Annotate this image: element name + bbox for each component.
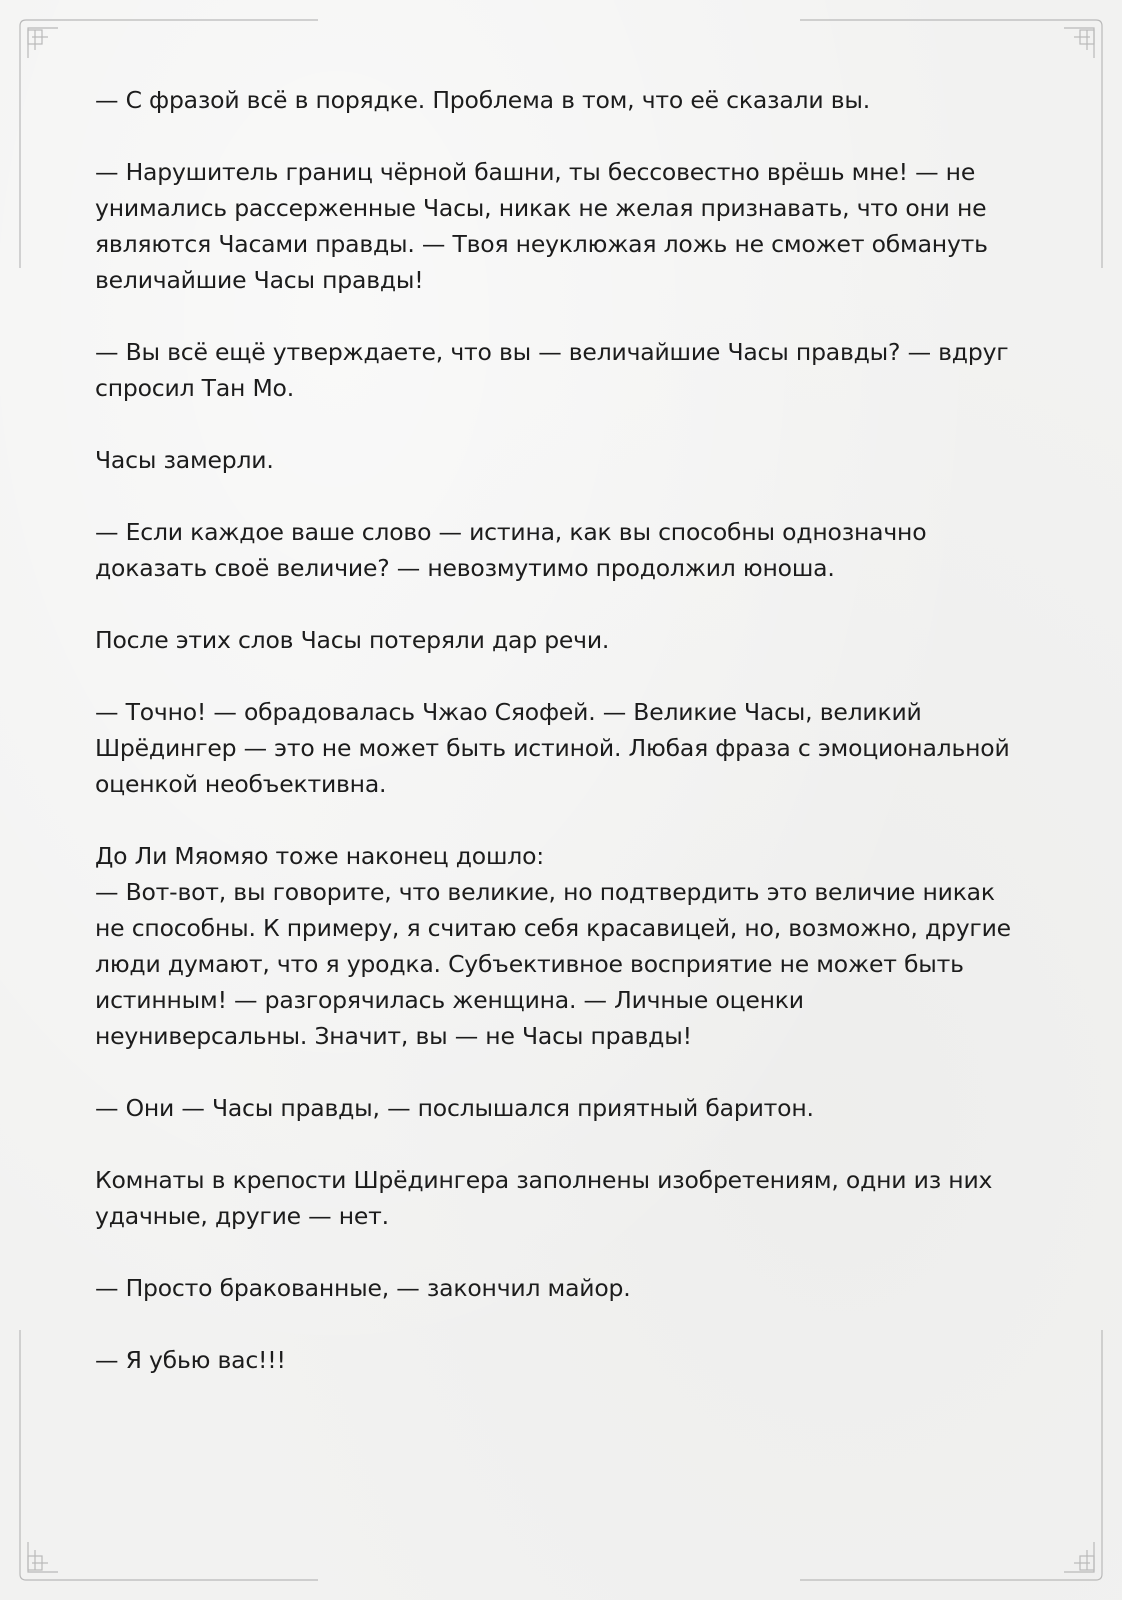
text-line: — Точно! — обрадовалась Чжао Сяофей. — Великие Часы, великий — [95, 698, 922, 726]
text-line: люди думают, что я уродка. Субъективное восприятие не может быть — [95, 950, 964, 978]
text-line: — Я убью вас!!! — [95, 1346, 286, 1374]
text-line: — Если каждое ваше слово — истина, как вы способны однозначно — [95, 518, 927, 546]
text-line: истинным! — разгорячилась женщина. — Личные оценки — [95, 986, 804, 1014]
corner-ornament-icon — [20, 1542, 58, 1580]
paragraph — [95, 1090, 1030, 1126]
paragraph — [95, 334, 1030, 406]
text-line: — Они — Часы правды, — послышался приятный баритон. — [95, 1094, 814, 1122]
paragraph — [95, 82, 1030, 118]
text-line: — Вот-вот, вы говорите, что великие, но подтвердить это величие никак — [95, 878, 995, 906]
text-line: унимались рассерженные Часы, никак не желая признавать, что они не — [95, 194, 987, 222]
paragraph — [95, 514, 1030, 586]
text-line: являются Часами правды. — Твоя неуклюжая ложь не сможет обмануть — [95, 230, 988, 258]
text-line: — Нарушитель границ чёрной башни, ты бессовестно врёшь мне! — не — [95, 158, 976, 186]
corner-ornament-icon — [20, 20, 58, 58]
text-line: не способны. К примеру, я считаю себя красавицей, но, возможно, другие — [95, 914, 1011, 942]
corner-ornament-icon — [1064, 1542, 1102, 1580]
text-line: удачные, другие — нет. — [95, 1202, 389, 1230]
paragraph — [95, 442, 1030, 478]
page-text — [95, 82, 1030, 1414]
text-line: доказать своё величие? — невозмутимо продолжил юноша. — [95, 554, 835, 582]
paragraph — [95, 154, 1030, 298]
text-line: — С фразой всё в порядке. Проблема в том, что её сказали вы. — [95, 86, 870, 114]
text-line: — Вы всё ещё утверждаете, что вы — величайшие Часы правды? — вдруг — [95, 338, 1009, 366]
text-line: Часы замерли. — [95, 446, 274, 474]
text-line: оценкой необъективна. — [95, 770, 387, 798]
paragraph — [95, 622, 1030, 658]
paragraph — [95, 1270, 1030, 1306]
text-line: Комнаты в крепости Шрёдингера заполнены изобретениям, одни из них — [95, 1166, 993, 1194]
paragraph — [95, 694, 1030, 802]
text-line: Шрёдингер — это не может быть истиной. Любая фраза с эмоциональной — [95, 734, 1010, 762]
text-line: спросил Тан Мо. — [95, 374, 294, 402]
paragraph — [95, 838, 1030, 1054]
paragraph — [95, 1342, 1030, 1378]
corner-ornament-icon — [1064, 20, 1102, 58]
text-line: величайшие Часы правды! — [95, 266, 424, 294]
text-line: неуниверсальны. Значит, вы — не Часы правды! — [95, 1022, 692, 1050]
text-line: После этих слов Часы потеряли дар речи. — [95, 626, 610, 654]
text-line: До Ли Мяомяо тоже наконец дошло: — [95, 842, 544, 870]
paragraph — [95, 1162, 1030, 1234]
text-line: — Просто бракованные, — закончил майор. — [95, 1274, 631, 1302]
